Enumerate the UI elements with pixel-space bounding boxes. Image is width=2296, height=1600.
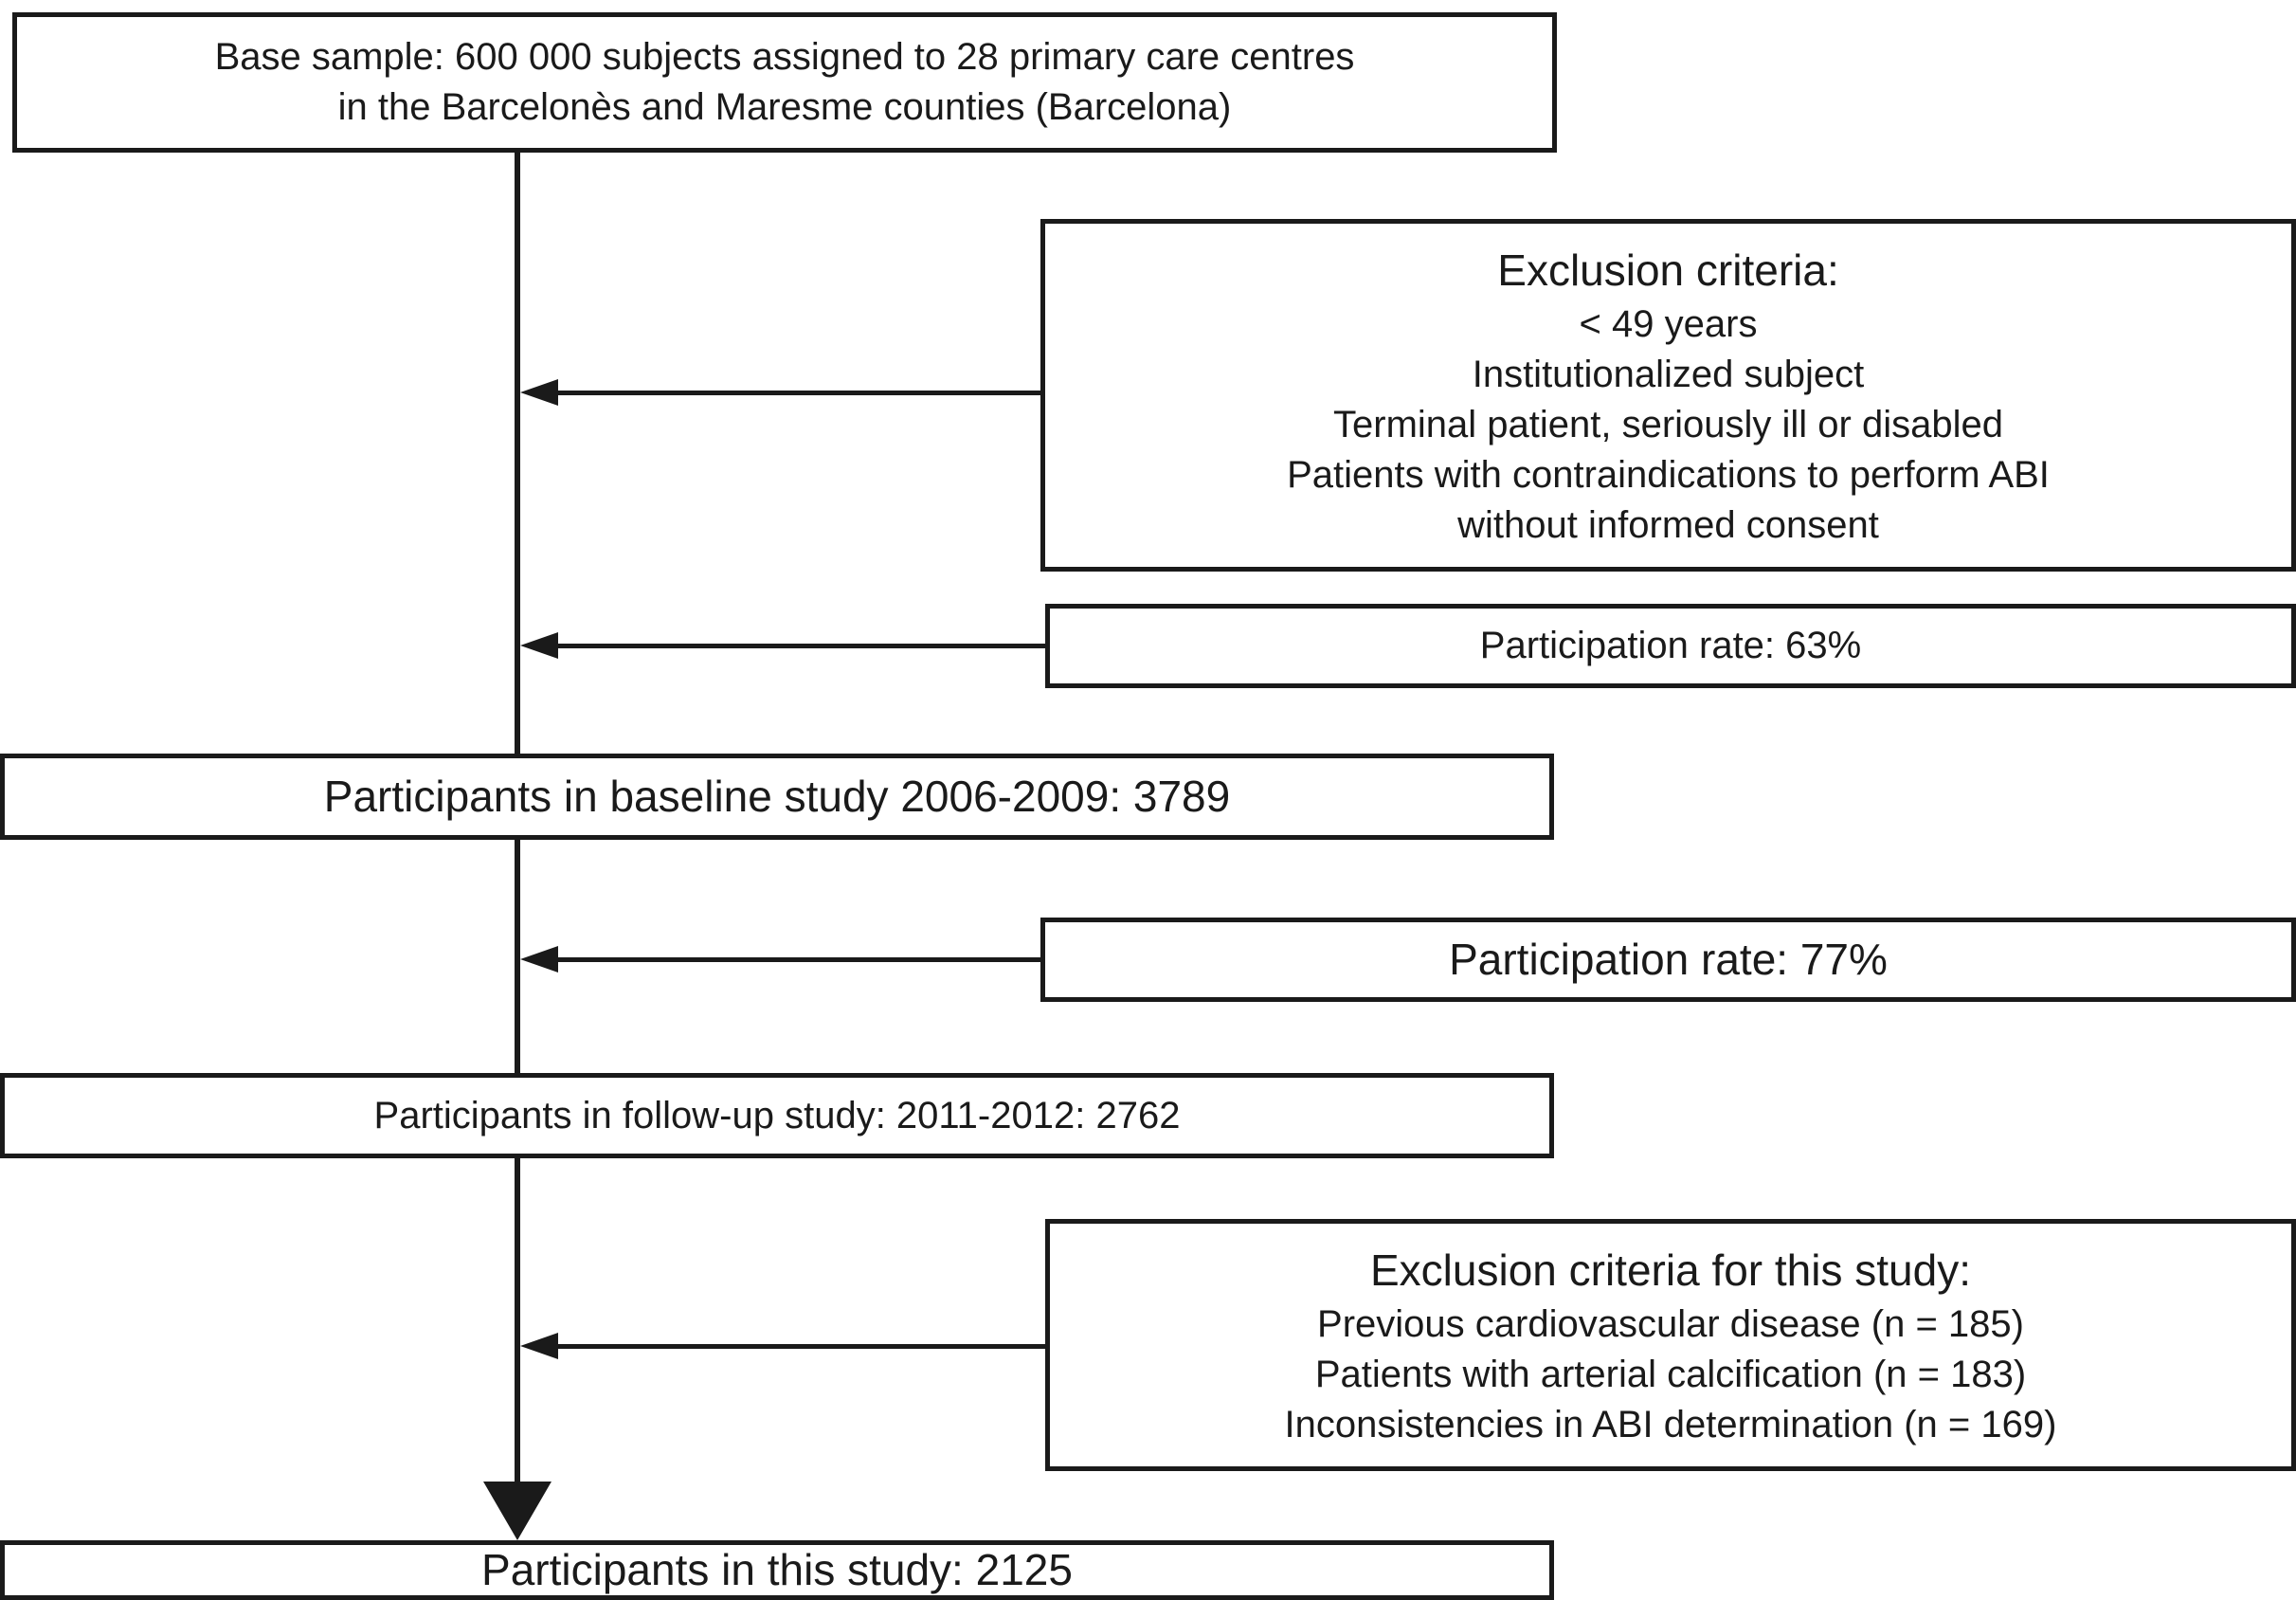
box-baseline-study [0, 754, 1554, 840]
exclusion2-item-2: Patients with arterial calcification (n = 183) [1314, 1353, 2027, 1395]
base-sample-line2: in the Barcelonès and Maresme counties (Barcelona) [337, 86, 1232, 128]
baseline-label: Participants in baseline study 2006-2009: 3789 [323, 772, 1231, 822]
box-followup-study [0, 1073, 1554, 1158]
base-sample-line1: Base sample: 600 000 subjects assigned to 28 primary care centres [214, 36, 1355, 78]
arrow-line [552, 1344, 1045, 1349]
exclusion1-item-4: Patients with contraindications to perform ABI [1287, 453, 2050, 496]
arrow-down-icon [483, 1482, 551, 1540]
exclusion1-item-3: Terminal patient, seriously ill or disabled [1333, 403, 2003, 445]
exclusion2-item-3: Inconsistencies in ABI determination (n = 169) [1284, 1403, 2057, 1445]
box-exclusion-criteria-baseline [1040, 219, 2296, 572]
participation63-label: Participation rate: 63% [1479, 625, 1862, 666]
box-exclusion-criteria-this-study [1045, 1219, 2296, 1471]
arrow-line [552, 391, 1040, 395]
exclusion1-item-2: Institutionalized subject [1472, 353, 1865, 395]
exclusion1-title: Exclusion criteria: [1497, 245, 1839, 295]
participation77-label: Participation rate: 77% [1449, 935, 1888, 985]
exclusion2-title: Exclusion criteria for this study: [1369, 1245, 1971, 1295]
box-participation-rate-77 [1040, 918, 2296, 1002]
box-final-study [0, 1540, 1554, 1600]
exclusion2-item-1: Previous cardiovascular disease (n = 185) [1317, 1302, 2024, 1345]
exclusion1-item-1: < 49 years [1579, 302, 1758, 345]
final-label: Participants in this study: 2125 [481, 1545, 1073, 1595]
box-base-sample [12, 12, 1557, 153]
arrow-line [552, 644, 1045, 648]
arrow-line [552, 957, 1040, 962]
followup-label: Participants in follow-up study: 2011-2012: 2762 [373, 1094, 1181, 1136]
box-participation-rate-63 [1045, 604, 2296, 688]
exclusion1-item-5: without informed consent [1457, 503, 1879, 546]
